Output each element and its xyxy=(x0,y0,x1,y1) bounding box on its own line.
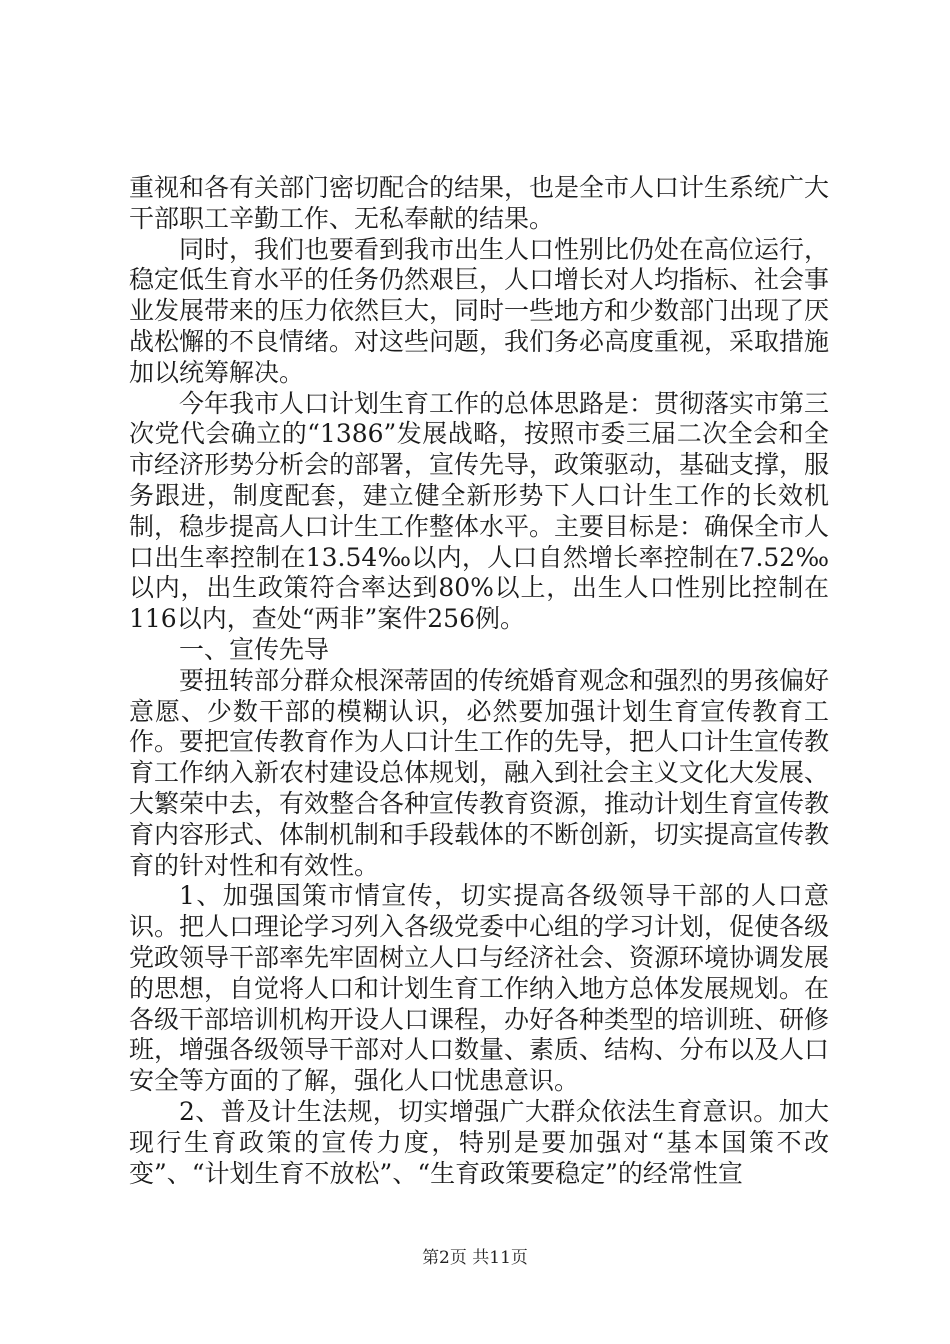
paragraph-item-2: 2、普及计生法规，切实增强广大群众依法生育意识。加大现行生育政策的宣传力度，特别是要加强对“基本国策不改变”、“计划生育不放松”、“生育政策要稳定”的经常性宣 xyxy=(129,1096,829,1188)
paragraph-overall-approach: 今年我市人口计划生育工作的总体思路是：贯彻落实市第三次党代会确立的“1386”发展战略，按照市委三届二次全会和全市经济形势分析会的部署，宣传先导，政策驱动，基础支撑，服务跟进，制度配套，建立健全新形势下人口计生工作的长效机制，稳步提高人口计生工作整体水平。主要目标是：确保全市人口出生率控制在13.54‰以内，人口自然增长率控制在7.52‰以内，出生政策符合率达到80%以上，出生人口性别比控制在116以内，查处“两非”案件256例。 xyxy=(129,388,830,634)
page-number-footer: 第2页 共11页 xyxy=(422,1248,528,1268)
paragraph-item-1: 1、加强国策市情宣传，切实提高各级领导干部的人口意识。把人口理论学习列入各级党委中心组的学习计划，促使各级党政领导干部率先牢固树立人口与经济社会、资源环境协调发展的思想，自觉将人口和计划生育工作纳入地方总体发展规划。在各级干部培训机构开设人口课程，办好各种类型的培训班、研修班，增强各级领导干部对人口数量、素质、结构、分布以及人口安全等方面的了解，强化人口忧患意识。 xyxy=(129,881,830,1096)
paragraph-continuation: 重视和各有关部门密切配合的结果，也是全市人口计生系统广大干部职工辛勤工作、无私奉献的结果。 xyxy=(129,173,830,233)
paragraph-problems: 同时，我们也要看到我市出生人口性别比仍处在高位运行，稳定低生育水平的任务仍然艰巨，人口增长对人均指标、社会事业发展带来的压力依然巨大，同时一些地方和少数部门出现了厌战松懈的不良情绪。对这些问题，我们务必高度重视，采取措施加以统筹解决。 xyxy=(129,234,830,387)
paragraph-publicity-intro: 要扭转部分群众根深蒂固的传统婚育观念和强烈的男孩偏好意愿、少数干部的模糊认识，必然要加强计划生育宣传教育工作。要把宣传教育作为人口计生工作的先导，把人口计生宣传教育工作纳入新农村建设总体规划，融入到社会主义文化大发展、大繁荣中去，有效整合各种宣传教育资源，推动计划生育宣传教育内容形式、体制机制和手段载体的不断创新，切实提高宣传教育的针对性和有效性。 xyxy=(129,665,830,880)
section-heading-publicity: 一、宣传先导 xyxy=(179,634,330,664)
document-body xyxy=(129,173,829,1189)
